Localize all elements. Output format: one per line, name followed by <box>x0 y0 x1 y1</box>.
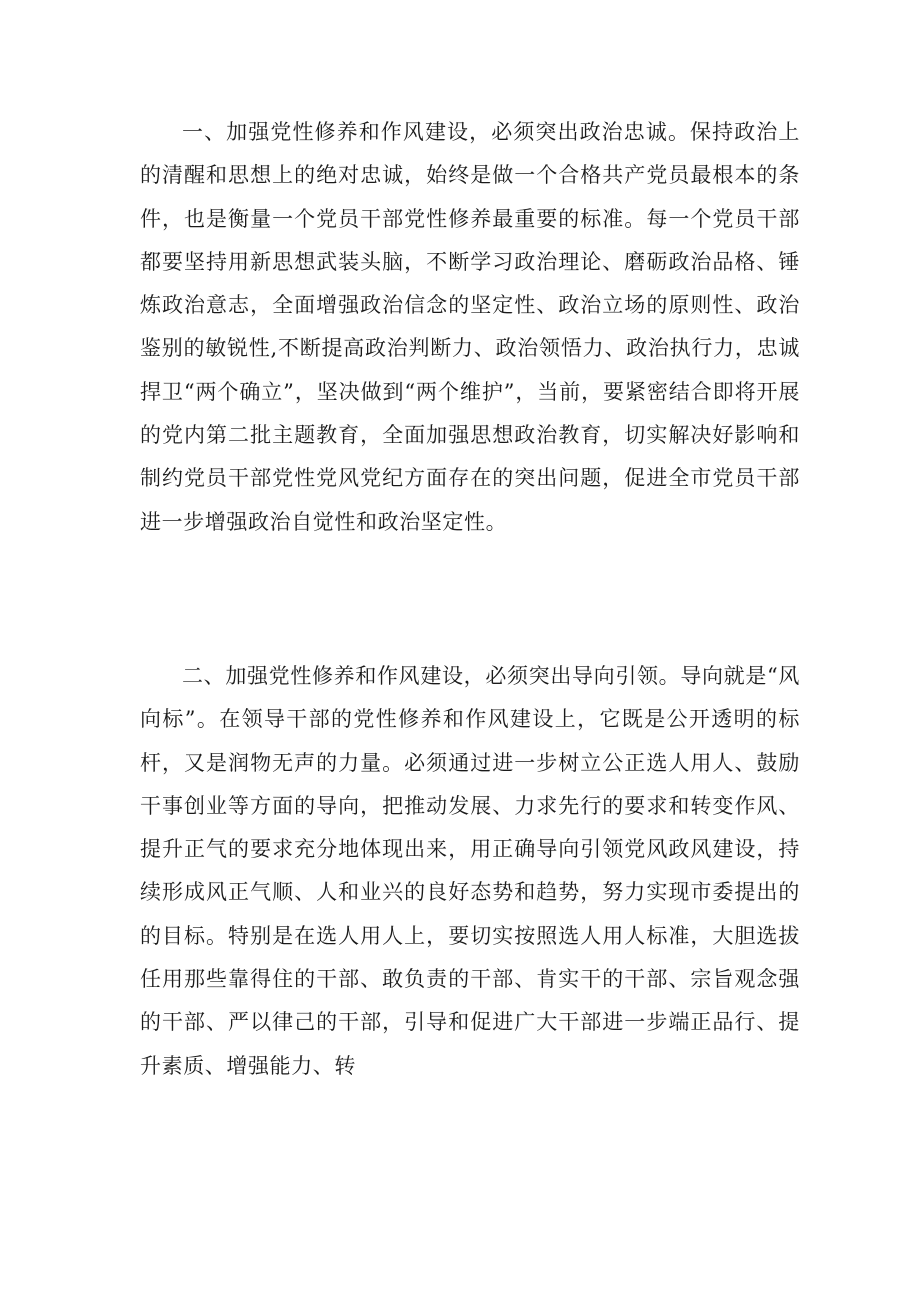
paragraph-guidance-leadership: 二、加强党性修养和作风建设，必须突出导向引领。导向就是“风向标”。在领导干部的党性修养和作风建设上，它既是公开透明的标杆，又是润物无声的力量。必须通过进一步树立公正选人用人、鼓励干事创业等方面的导向，把推动发展、力求先行的要求和转变作风、提升正气的要求充分地体现出来，用正确导向引领党风政风建设，持续形成风正气顺、人和业兴的良好态势和趋势，努力实现市委提出的的目标。特别是在选人用人上，要切实按照选人用人标准，大胆选拔任用那些靠得住的干部、敢负责的干部、肯实干的干部、宗旨观念强的干部、严以律己的干部，引导和促进广大干部进一步端正品行、提升素质、增强能力、转 <box>140 664 800 1078</box>
paragraph-political-loyalty: 一、加强党性修养和作风建设，必须突出政治忠诚。保持政治上的清醒和思想上的绝对忠诚，始终是做一个合格共产党员最根本的条件，也是衡量一个党员干部党性修养最重要的标准。每一个党员干部都要坚持用新思想武装头脑，不断学习政治理论、磨砺政治品格、锤炼政治意志，全面增强政治信念的坚定性、政治立场的原则性、政治鉴别的敏锐性,不断提高政治判断力、政治领悟力、政治执行力，忠诚捍卫“两个确立”，坚决做到“两个维护”，当前，要紧密结合即将开展的党内第二批主题教育，全面加强思想政治教育，切实解决好影响和制约党员干部党性党风党纪方面存在的突出问题，促进全市党员干部进一步增强政治自觉性和政治坚定性。 <box>140 120 800 534</box>
